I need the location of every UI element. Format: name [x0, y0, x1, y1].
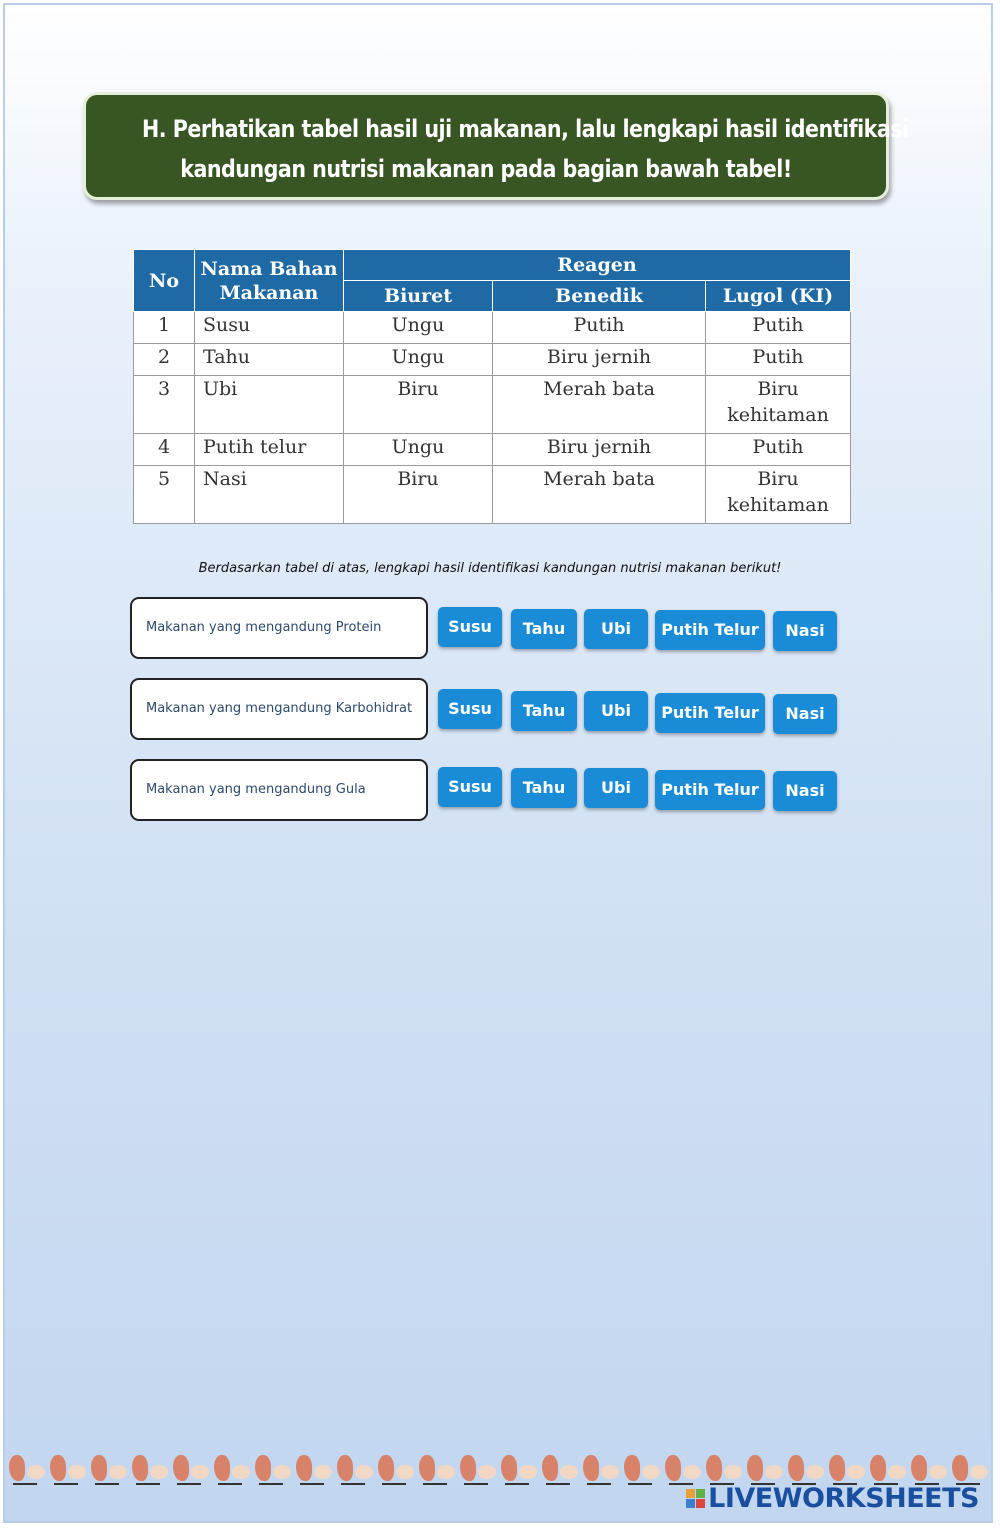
- option-putih-telur-button[interactable]: Putih Telur: [655, 610, 765, 650]
- header-food-name: Nama Bahan Makanan: [195, 250, 344, 312]
- cell-lugol: Biru kehitaman: [706, 466, 851, 524]
- option-ubi-button[interactable]: Ubi: [584, 609, 648, 649]
- answer-box-gula[interactable]: Makanan yang mengandung Gula: [130, 759, 428, 821]
- table-row: [134, 344, 851, 376]
- option-nasi-button[interactable]: Nasi: [773, 611, 837, 651]
- stomach-icon: [128, 1451, 169, 1491]
- option-susu-button[interactable]: Susu: [438, 607, 502, 647]
- instruction-text: Berdasarkan tabel di atas, lengkapi hasil identifikasi kandungan nutrisi makanan berikut!: [198, 561, 782, 576]
- table-header-row: [134, 250, 851, 281]
- option-putih-telur-button[interactable]: Putih Telur: [655, 693, 765, 733]
- cell-no: 5: [134, 466, 195, 524]
- cell-name: Putih telur: [195, 434, 344, 466]
- logo-mark-icon: [686, 1489, 705, 1508]
- logo-text: LIVEWORKSHEETS: [708, 1482, 979, 1514]
- option-putih-telur-button[interactable]: Putih Telur: [655, 770, 765, 810]
- stomach-icon: [333, 1451, 374, 1491]
- instruction-banner: [83, 92, 909, 200]
- cell-lugol: Putih: [706, 344, 851, 376]
- answer-box-karbohidrat[interactable]: Makanan yang mengandung Karbohidrat: [130, 678, 428, 740]
- option-tahu-button[interactable]: Tahu: [511, 768, 577, 808]
- cell-biuret: Ungu: [344, 312, 493, 344]
- option-tahu-button[interactable]: Tahu: [511, 691, 577, 731]
- header-reagen: Reagen: [344, 250, 851, 281]
- stomach-icon: [251, 1451, 292, 1491]
- cell-benedik: Putih: [493, 312, 706, 344]
- stomach-icon: [620, 1451, 661, 1491]
- cell-benedik: Merah bata: [493, 466, 706, 524]
- banner-line-1: H. Perhatikan tabel hasil uji makanan, lalu lengkapi hasil identifikasi: [142, 115, 909, 143]
- cell-no: 3: [134, 376, 195, 434]
- header-lugol: Lugol (KI): [706, 281, 851, 312]
- table-row: [134, 376, 851, 434]
- cell-name: Tahu: [195, 344, 344, 376]
- cell-no: 1: [134, 312, 195, 344]
- option-ubi-button[interactable]: Ubi: [584, 691, 648, 731]
- food-test-table: [133, 249, 851, 524]
- cell-name: Susu: [195, 312, 344, 344]
- stomach-icon: [538, 1451, 579, 1491]
- cell-benedik: Biru jernih: [493, 344, 706, 376]
- liveworksheets-logo[interactable]: [686, 1481, 979, 1515]
- cell-biuret: Ungu: [344, 344, 493, 376]
- cell-name: Nasi: [195, 466, 344, 524]
- option-tahu-button[interactable]: Tahu: [511, 609, 577, 649]
- cell-no: 4: [134, 434, 195, 466]
- cell-biuret: Ungu: [344, 434, 493, 466]
- cell-benedik: Merah bata: [493, 376, 706, 434]
- header-biuret: Biuret: [344, 281, 493, 312]
- table-row: [134, 434, 851, 466]
- cell-lugol: Putih: [706, 434, 851, 466]
- banner-line-2: kandungan nutrisi makanan pada bagian bawah tabel!: [180, 155, 792, 183]
- stomach-icon: [292, 1451, 333, 1491]
- stomach-icon: [46, 1451, 87, 1491]
- table-row: [134, 466, 851, 524]
- cell-biuret: Biru: [344, 376, 493, 434]
- worksheet-page: [3, 3, 993, 1523]
- stomach-icon: [5, 1451, 46, 1491]
- cell-no: 2: [134, 344, 195, 376]
- cell-benedik: Biru jernih: [493, 434, 706, 466]
- answer-box-protein[interactable]: Makanan yang mengandung Protein: [130, 597, 428, 659]
- stomach-icon: [169, 1451, 210, 1491]
- option-ubi-button[interactable]: Ubi: [584, 768, 648, 808]
- stomach-icon: [415, 1451, 456, 1491]
- option-susu-button[interactable]: Susu: [438, 689, 502, 729]
- stomach-icon: [497, 1451, 538, 1491]
- stomach-icon: [374, 1451, 415, 1491]
- stomach-icon: [210, 1451, 251, 1491]
- option-nasi-button[interactable]: Nasi: [773, 694, 837, 734]
- header-no: No: [134, 250, 195, 312]
- option-nasi-button[interactable]: Nasi: [773, 771, 837, 811]
- cell-biuret: Biru: [344, 466, 493, 524]
- cell-lugol: Biru kehitaman: [706, 376, 851, 434]
- cell-name: Ubi: [195, 376, 344, 434]
- option-susu-button[interactable]: Susu: [438, 767, 502, 807]
- stomach-icon: [456, 1451, 497, 1491]
- stomach-icon: [87, 1451, 128, 1491]
- table-row: [134, 312, 851, 344]
- cell-lugol: Putih: [706, 312, 851, 344]
- stomach-icon: [579, 1451, 620, 1491]
- header-benedik: Benedik: [493, 281, 706, 312]
